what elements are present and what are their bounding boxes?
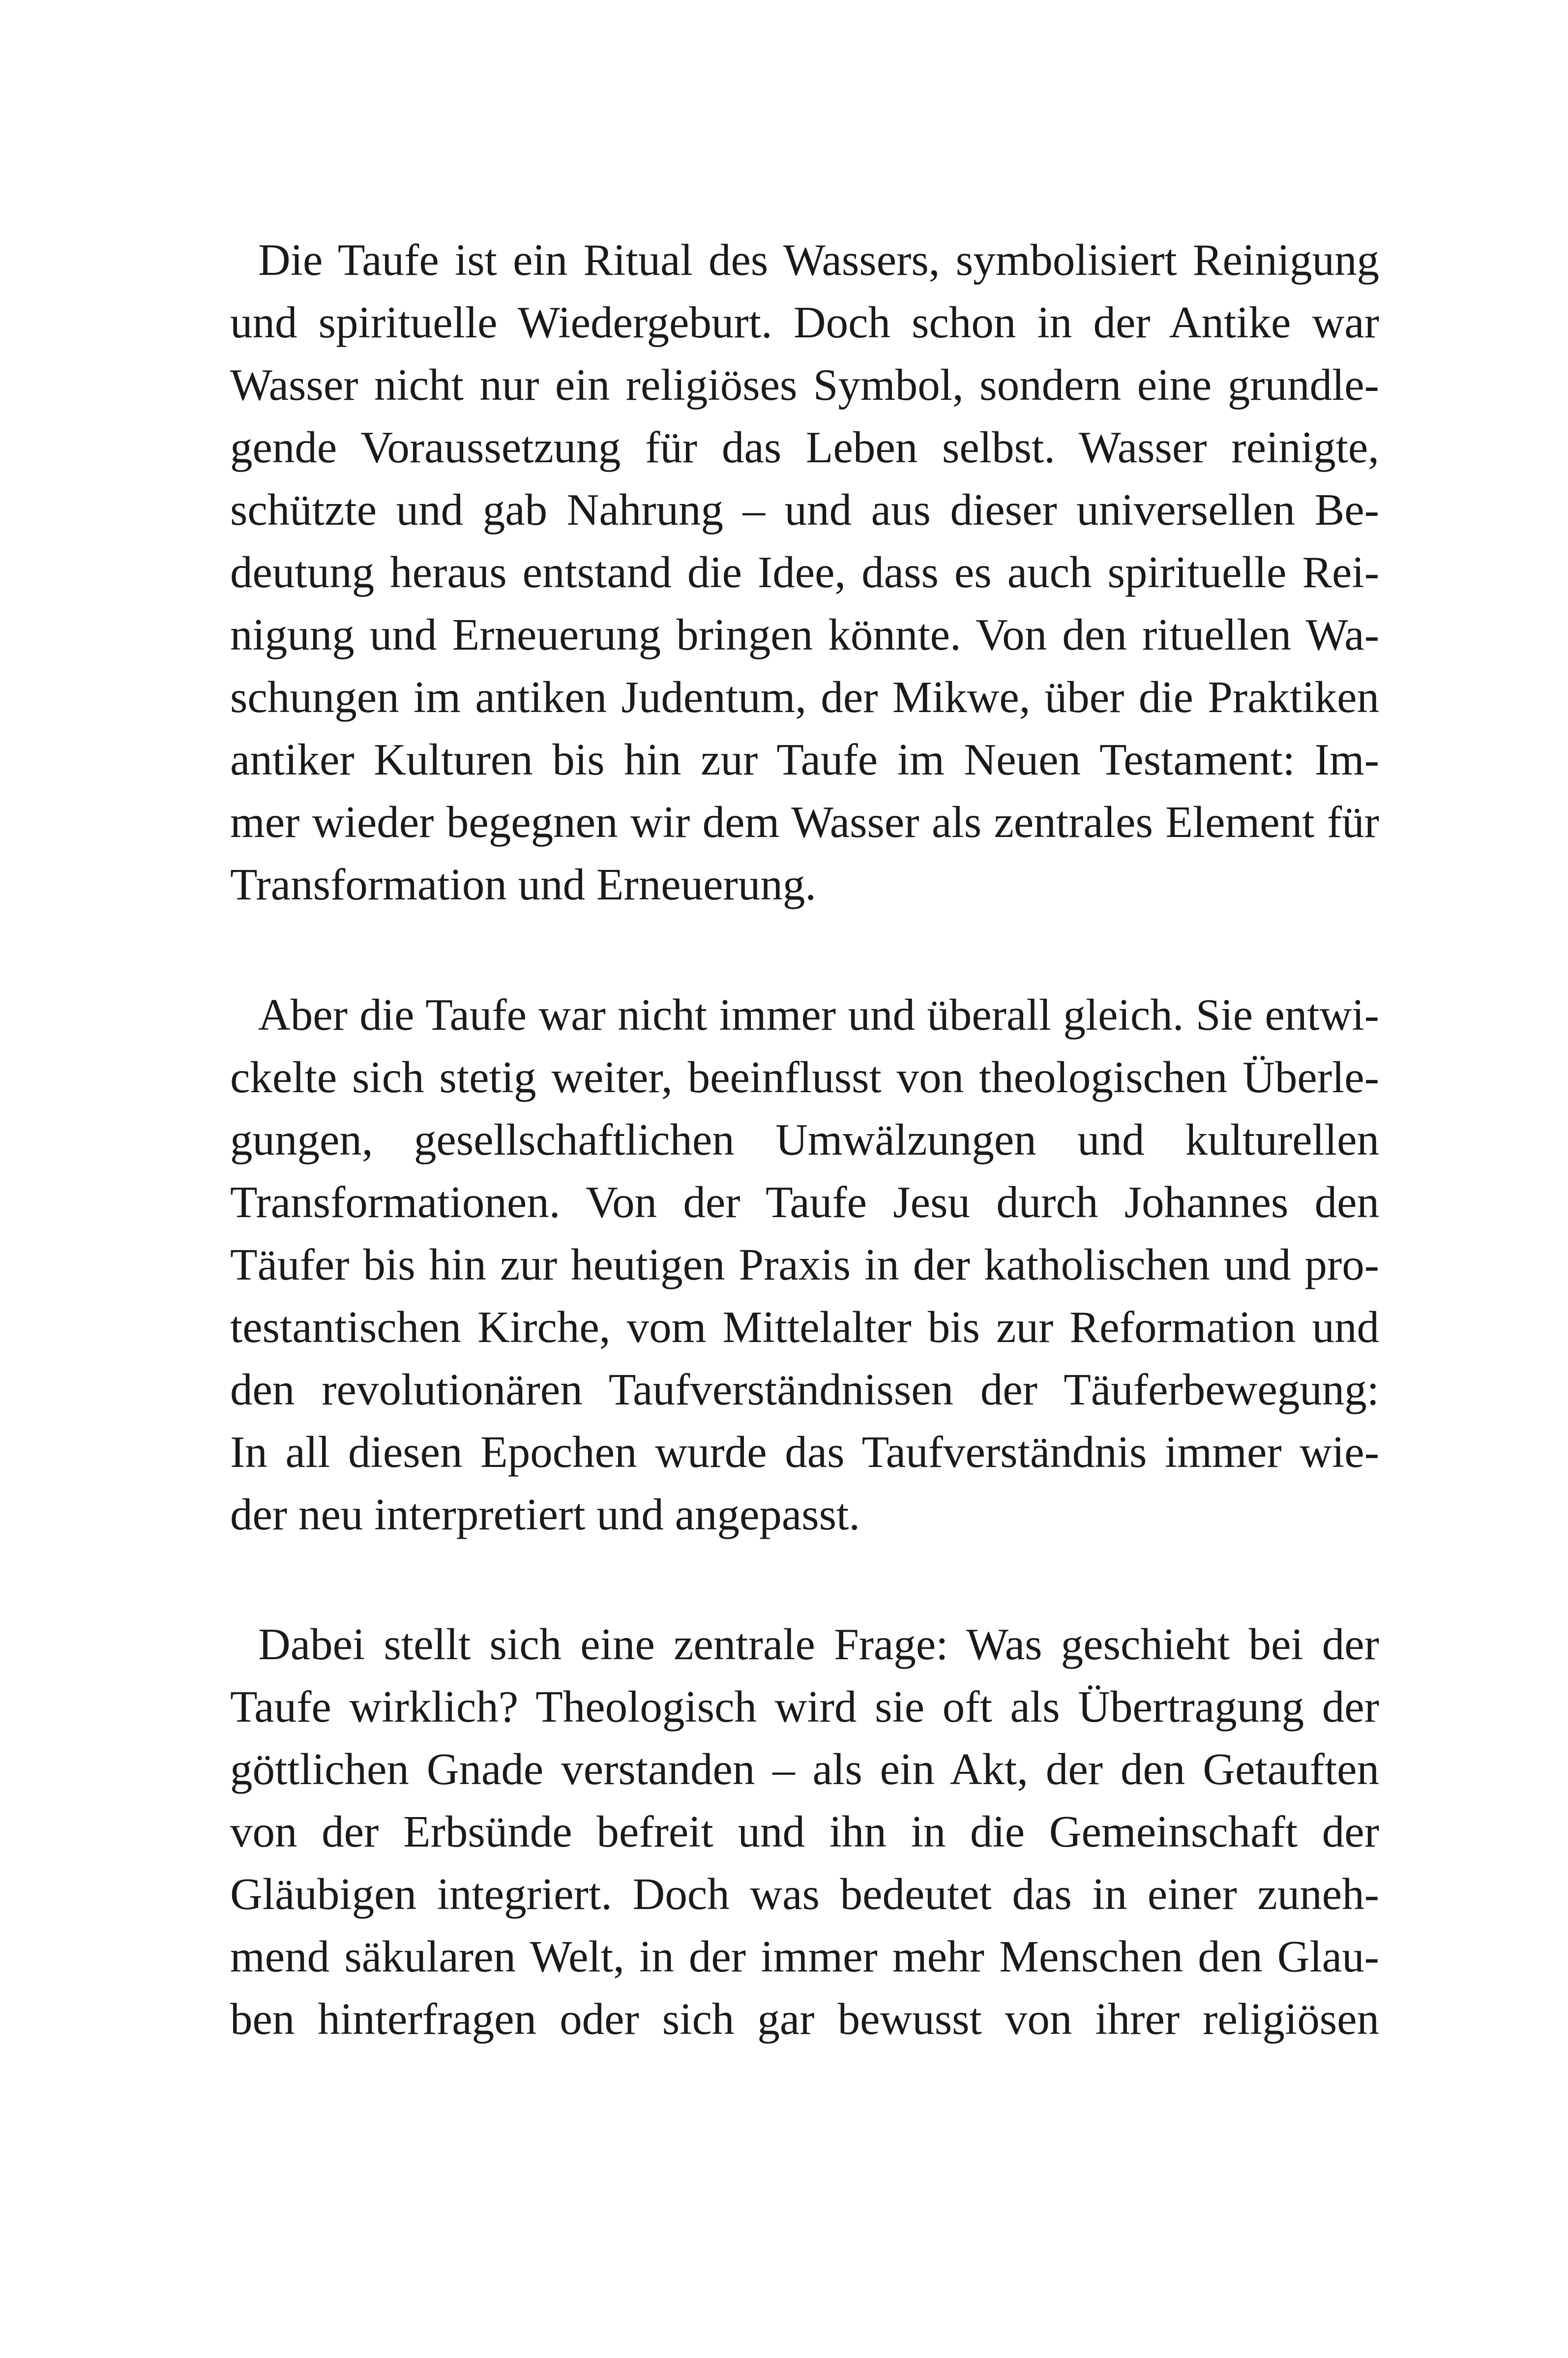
paragraph-line: antiker Kulturen bis hin zur Taufe im Neuen Testament: Im- bbox=[230, 735, 1379, 784]
paragraph-line: Transformationen. Von der Taufe Jesu durch Johannes den bbox=[230, 1177, 1379, 1227]
paragraph-line: den revolutionären Taufverständnissen der Täuferbewegung: bbox=[230, 1365, 1379, 1414]
paragraph-line: der neu interpretiert und angepasst. bbox=[230, 1490, 860, 1539]
paragraph-line: gungen, gesellschaftlichen Umwälzungen und kulturellen bbox=[230, 1115, 1379, 1164]
paragraph-line: mend säkularen Welt, in der immer mehr Menschen den Glau- bbox=[230, 1932, 1379, 1981]
paragraph-line: mer wieder begegnen wir dem Wasser als zentrales Element für bbox=[230, 797, 1379, 847]
paragraph-line: Transformation und Erneuerung. bbox=[230, 860, 817, 909]
paragraph-line: und spirituelle Wiedergeburt. Doch schon in der Antike war bbox=[230, 298, 1379, 347]
paragraph-2 bbox=[230, 984, 1379, 1546]
paragraph-line: Täufer bis hin zur heutigen Praxis in der katholischen und pro- bbox=[230, 1240, 1379, 1289]
paragraph-line: Die Taufe ist ein Ritual des Wassers, symbolisiert Reinigung bbox=[258, 235, 1379, 285]
paragraph-line: testantischen Kirche, vom Mittelalter bis zur Reformation und bbox=[230, 1302, 1379, 1352]
paragraph-line: schungen im antiken Judentum, der Mikwe, über die Praktiken bbox=[230, 672, 1379, 722]
paragraph-3 bbox=[230, 1613, 1379, 2050]
paragraph-line: von der Erbsünde befreit und ihn in die Gemeinschaft der bbox=[230, 1807, 1379, 1856]
paragraph-line: schützte und gab Nahrung – und aus dieser universellen Be- bbox=[230, 485, 1379, 535]
paragraph-line: ckelte sich stetig weiter, beeinflusst von theologischen Überle- bbox=[230, 1052, 1379, 1102]
paragraph-line: gende Voraussetzung für das Leben selbst. Wasser reinigte, bbox=[230, 422, 1379, 472]
paragraph-line: nigung und Erneuerung bringen könnte. Von den rituellen Wa- bbox=[230, 610, 1379, 659]
paragraph-line: Wasser nicht nur ein religiöses Symbol, sondern eine grundle- bbox=[230, 360, 1379, 410]
paragraph-line: göttlichen Gnade verstanden – als ein Akt, der den Getauften bbox=[230, 1744, 1379, 1794]
paragraph-line: ben hinterfragen oder sich gar bewusst von ihrer religiösen bbox=[230, 1994, 1379, 2044]
paragraph-line: Aber die Taufe war nicht immer und überall gleich. Sie entwi- bbox=[258, 990, 1379, 1040]
paragraph-line: Dabei stellt sich eine zentrale Frage: Was geschieht bei der bbox=[258, 1619, 1379, 1669]
paragraph-line: Taufe wirklich? Theologisch wird sie oft als Übertragung der bbox=[230, 1682, 1379, 1731]
paragraph-line: In all diesen Epochen wurde das Taufverständnis immer wie- bbox=[230, 1427, 1379, 1477]
paragraph-1 bbox=[230, 229, 1379, 916]
paragraph-line: Gläubigen integriert. Doch was bedeutet das in einer zuneh- bbox=[230, 1869, 1379, 1919]
paragraph-line: deutung heraus entstand die Idee, dass es auch spirituelle Rei- bbox=[230, 547, 1379, 597]
